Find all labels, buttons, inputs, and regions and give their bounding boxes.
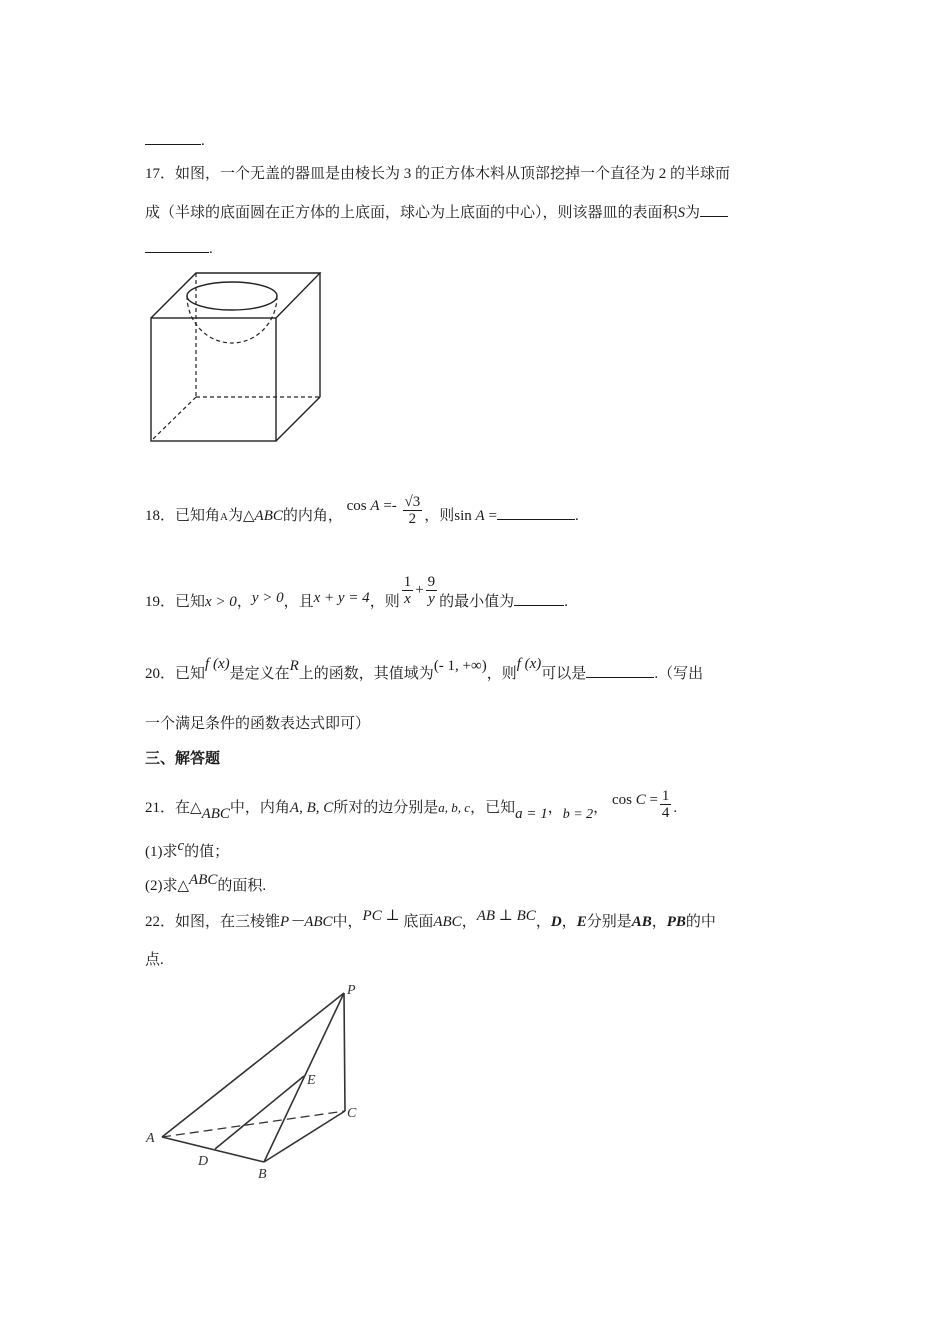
q17-line1: 17．如图，一个无盖的器皿是由棱长为 3 的正方体木料从顶部挖掉一个直径为 2 的半球而 [145,166,731,182]
q21-part2: (2)求△ABC的面积. [145,872,267,894]
label-e: E [307,1073,316,1088]
q21-line: 21．在△ABC中，内角A, B, C所对的边分别是a, b, c，已知a = 1，b = 2， cos C = $\frac{1}{4}$ . [145,788,678,822]
answer-blank [497,505,575,520]
q18-cos-expr: cos A =- [346,498,401,514]
q16-answer-tail: . [145,130,205,151]
cube-right-bottom-edge [276,397,320,441]
label-c: C [347,1106,357,1121]
answer-blank [586,663,654,678]
hemisphere-opening [187,282,277,310]
q22-line2: 点. [145,952,164,968]
cube-top-face [151,273,320,318]
cube-hidden-diagonal-edge [151,397,196,441]
hemisphere-bowl [187,296,277,343]
q19-frac-1-x: $\frac{1}{x}$ [403,574,412,608]
q20-line2: 一个满足条件的函数表达式即可） [145,716,371,732]
q18-fraction: $\frac{√3}{2}$ [404,494,421,528]
q21-part1: (1)求c的值； [145,838,230,860]
q22-line1: 22．如图，在三棱锥P－ABC中，PC ⊥ 底面ABC，AB ⊥ BC，D，E分别是AB，PB的中 [145,908,716,930]
q21-cos-expr: cos C = [611,792,658,808]
edge-pc [344,993,345,1111]
q20-line1: 20．已知f (x)是定义在R上的函数，其值域为(- 1, +∞)，则f (x)可以是 .（写出 [145,656,704,682]
label-p: P [347,983,356,998]
label-d: D [198,1154,209,1169]
q19-line: 19．已知x > 0，y > 0，且x + y = 4，则 $\frac{1}{x}$ + $\frac{9}{y}$ 的最小值为 . [145,574,568,610]
section-title: 三、解答题 [145,749,221,767]
edge-ab [162,1137,264,1162]
q21-fraction: $\frac{1}{4}$ [661,788,670,822]
answer-blank [514,591,564,606]
q17-line3: . [145,238,213,259]
answer-blank [145,130,201,145]
answer-blank [145,238,209,253]
answer-blank [700,202,728,217]
cube-hemisphere-figure [140,265,330,450]
q17-line2: 成（半球的底面圆在正方体的上底面，球心为上底面的中心），则该器皿的表面积S为 [145,202,728,223]
segment-de [215,1076,304,1149]
q18-line: 18．已知角A为△ABC的内角， cos A =- $\frac{√3}{2}$ ，则sin A = . [145,494,579,528]
q19-frac-9-y: $\frac{9}{y}$ [427,574,436,608]
label-b: B [258,1167,267,1182]
label-a: A [146,1131,155,1146]
pyramid-figure [140,978,370,1188]
